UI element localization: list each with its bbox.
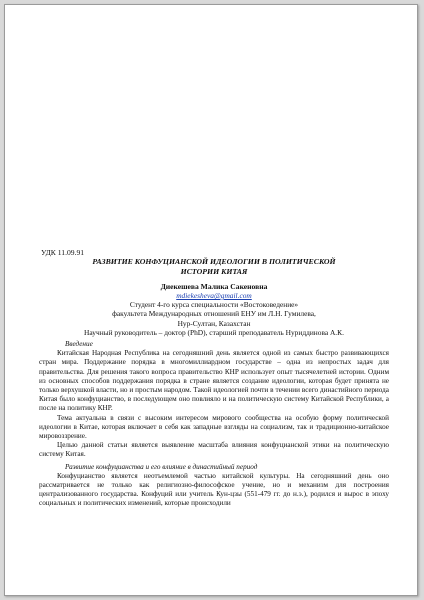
section-heading-intro: Введение	[65, 340, 93, 349]
author-email-link[interactable]: mdiekesheva@gmail.com	[176, 291, 252, 300]
paragraph: Китайская Народная Республика на сегодняшний день является одной из самых быстро развивающихся стран мира. Поддержание порядка в многомиллиардном государстве – одна из непростых задач для правительства. Для решения такого вопроса правительство КНР использует опыт тысячелетней истории. Одним из основных способов поддержания порядка в стране является создание идеологии, которая будет принята не только верхушкой власти, но и простым народом. Такой идеологией почти в течении всего династийного периода Китая было конфуцианство, в последующем оно повлияло и на политическую систему Китайской Республики, а после на политику КНР.	[39, 349, 389, 413]
paragraph: Конфуцианство является неотъемлемой частью китайской культуры. На сегодняшний день оно рассматривается не только как религиозно-философское учение, но и механизм для построения централизованного государства. Конфуций или учитель Кун-цзы (551-479 гг. до н.э.), родился и вырос в эпоху социальных и политических изменений, которые происходили	[39, 471, 389, 508]
affiliation-line: Студент 4-го курса специальности «Востоковедение»	[129, 300, 299, 309]
article-body	[39, 248, 389, 508]
title-line: ИСТОРИИ КИТАЯ	[180, 266, 248, 276]
article-title	[39, 257, 389, 276]
author-name: Диекешева Малика Сакеновна	[160, 282, 268, 291]
affiliation-line: факультета Международных отношений ЕНУ им Л.Н. Гумилева,	[112, 309, 316, 319]
supervisor-line: Научный руководитель – доктор (PhD), старший преподаватель Нуриддинова А.К.	[84, 327, 344, 337]
document-page	[4, 4, 418, 596]
affiliation-line: Нур-Султан, Казахстан	[177, 318, 251, 328]
title-line: РАЗВИТИЕ КОНФУЦИАНСКОЙ ИДЕОЛОГИИ В ПОЛИТИЧЕСКОЙ	[92, 257, 336, 266]
paragraph: Целью данной статьи является выявление масштаба влияния конфуцианской этики на политическую систему Китая.	[39, 441, 389, 459]
section-heading-development: Развитие конфуцианства и его влияние в династийный период	[65, 462, 258, 471]
udk-code: УДК 11.09.91	[41, 248, 85, 257]
paragraph: Тема актуальна в связи с высоким интересом мирового сообщества на особую форму политической идеологии в Китае, которая включает в себя как западные взгляды на социализм, так и традиционно-китайское мировоззрение.	[39, 413, 389, 441]
